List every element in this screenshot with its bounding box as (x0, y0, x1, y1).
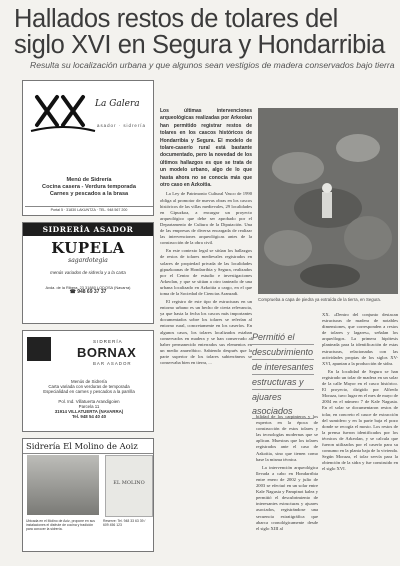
molino-caption: Ubicada en el Molino de Aoiz, propone en sus instalaciones el disfrute de cocina y tradición para conocer la sidrería. (26, 519, 95, 532)
pull-quote (252, 330, 314, 419)
article-paragraph: La Ley de Patrimonio Cultural Vasco de 1990 obliga al promotor de nuevas obras en los cascos históricos de las villas medievales, 29 localidades en Gipuzkoa, a encargar un proyecto arqueológico que debe ser aprobado por el Departamento de Cultura de la Diputación. Una de las empresas de diversa encargada de realizar las intervenciones arqueológicas antes de la construcción de la obra civil. (160, 191, 252, 246)
kupela-name: KUPELA (51, 239, 125, 257)
galera-footer: Portal 5 · 31830 LAKUNTZA · TEL. 948 567 200 (25, 206, 153, 213)
headline-line-1: Hallados restos de tolares del (14, 5, 338, 33)
article-paragraph: bilidad de los carpinteros y los expertos en la época de construcción de estos tolares y las tecnologías modernas que se aplican. Muestras que los tolares registrados ante el caso de Azkoitia, sino que tienen como base la misma técnica. (256, 414, 318, 462)
galera-brand: La Galera (95, 99, 140, 109)
article-paragraph: XX. «Dentro del conjunto destacan estructuras de madera de notables dimensiones, que corresponden a restos de tolares y lagares», señalan los arqueólogos. La primera hipótesis planteada para la identificación de estas estructuras, relacionadas con las actividades propias de los siglos XV-XVI, apuntan a la producción de sidra. (322, 312, 398, 366)
article-column-1 (160, 108, 252, 560)
bornax-name: BORNAX (77, 345, 137, 360)
galera-logo-icon (23, 87, 154, 147)
pull-quote-line: estructuras y (252, 375, 314, 390)
pull-quote-line: de interesantes (252, 360, 314, 375)
molino-sign-text: EL MOLINO (113, 480, 145, 486)
photo-caption: Comprueba a capa de piedra ya extraída de la tierra, en Segura. (258, 297, 382, 302)
bornax-small: SIDRERÍA (93, 339, 123, 344)
galera-text (23, 177, 154, 198)
galera-line-3: Carnes y pescados a la brasa (49, 191, 129, 197)
kupela-sub: sagardotegia (68, 257, 108, 264)
bornax-line-4: Pol. Ind. Villatuerta Arandigoien (58, 398, 120, 404)
photo-tolar-stones-icon (258, 108, 398, 294)
headline (14, 6, 394, 58)
bornax-sub: BAR ASADOR (93, 361, 132, 366)
article-paragraph: El registro de este tipo de estructuras en un entorno urbano es un hecho de cierta relevancia, ya que hasta la fecha los cascos más importantes documentados sobre los tolares se referían al entorno rural, concretamente en los caseríos. En algunos casos, los tolares localizados estaban conservados en madera y se han conservado al haber permanecido enterrados sus elementos en un medio anaeróbico. Sabiendo después que la parte superior de los tolares subterráneos se conservaba bien en tierra, ... (160, 299, 252, 365)
bornax-line-1: Menús de Sidrería (71, 379, 107, 384)
molino-photo (27, 455, 99, 515)
pull-quote-line: Permitió el (252, 330, 314, 345)
bornax-line-7: Tel. 948 54 40 40 (71, 414, 107, 420)
ad-kupela (22, 222, 154, 324)
article-photo (258, 108, 398, 294)
bornax-line-5: Parcela 11 (78, 403, 100, 409)
phone-icon: ☎ (69, 289, 76, 296)
subheadline: Resulta su localización urbana y que algunos sean vestigios de madera conservados bajo tierra (30, 60, 395, 70)
kupela-desc: menús variados de sidrería y a la carta (50, 270, 126, 275)
kupela-addr: Avda. de la Ribera, 23 31880 LODOSA (Navarra) (45, 285, 131, 291)
ads-column (22, 80, 154, 558)
article-column-2 (256, 414, 318, 560)
article-paragraph: En este contexto legal se sitúan los hallazgos de restos de tolares medievales registrados en solares de propiedad privada de las localidades gipuzkoanas de Hondarribia y Segura, realizados por el Centro de estudio e investigaciones Arkeolan, y que se sitúan a otro tanteado de una urbana localizado en Azkoitia a cargo, en el que toma de la Sociedad de Ciencias Aranzadi. (160, 248, 252, 296)
molino-title: Sidrería El Molino de Aoiz (23, 439, 153, 454)
bornax-line-3: Especialidad en carnes y pescados a la parrilla (43, 389, 135, 395)
article-paragraph: La intervención arqueológica llevada a cabo en Hondarribia entre enero de 2002 y julio de 2003 se efectuó en un solar entre Kale Nagusia y Pampinot kalea y permitió el descubrimiento de interesantes estructuras y ajuares asociados, registrándose una secuencia estratigráfica que abarca cronológicamente desde el siglo XIII al (256, 464, 318, 531)
bornax-line-6: 31914 VILLATUERTA (NAVARRA) (54, 409, 124, 415)
galera-line-2: Cocina casera - Verdura temporada (42, 184, 136, 190)
galera-line-1: Menú de Sidrería (66, 177, 112, 183)
pull-quote-line: ajuares asociados (252, 390, 314, 419)
headline-line-2: siglo XVI en Segura y Hondarribia (14, 31, 385, 59)
bornax-logo-block (27, 337, 51, 361)
kupela-phone-number: 948 69 37 37 (77, 289, 107, 296)
article-paragraph: En la localidad de Segura se han registrado un tolar de madera en un solar de la calle Mayor en el casco histórico. El proyecto, dirigido por Alfredo Moraza, tuvo lugar en el mes de mayo de 2004 en el número 7 de Kale Nagusia. En el solar se documentaron restos de tolar, en concreto el cauce de extracción del sumidero y en la parte baja el pozo donde se recogía el mosto. Los restos de la prensa fueron identificados por los técnicos de Arkeolan, y se calcula que fueron utilizados por el caserío para su consumo en la planta baja de la vivienda. Según Moraza, el tolar servía para la obtención de la sidra y fue construido en el siglo XVI. (322, 368, 398, 472)
molino-sign (105, 455, 153, 517)
pull-quote-line: descubrimiento (252, 345, 314, 360)
ad-bornax (22, 330, 154, 432)
kupela-phone (23, 290, 153, 295)
ad-molino-aoiz (22, 438, 154, 552)
bornax-line-2: Carta variada con verduras de temporada (48, 384, 130, 390)
bornax-text (23, 379, 154, 419)
molino-info: Reserve: Tel. 948 33 63 39 / 609 456 123 (103, 519, 146, 528)
article-column-3 (322, 312, 398, 560)
ad-la-galera (22, 80, 154, 216)
article-lead: Los últimas intervenciones arqueológicas realizadas por Arkeolan han permitido registrar restos de tolares en los cascos históricos de Hondarribia y Segura. El modelo de tolare-caserío rural está bastante documentado, pero la novedad de los últimos hallazgos es que se trata de un modelo urbano, algo de lo que hasta ahora no se conocía más que otro caso en Azkoitia. (160, 108, 252, 189)
kupela-header: SIDRERÍA ASADOR (23, 223, 153, 236)
galera-tagline: asador · sidrería (97, 123, 146, 128)
